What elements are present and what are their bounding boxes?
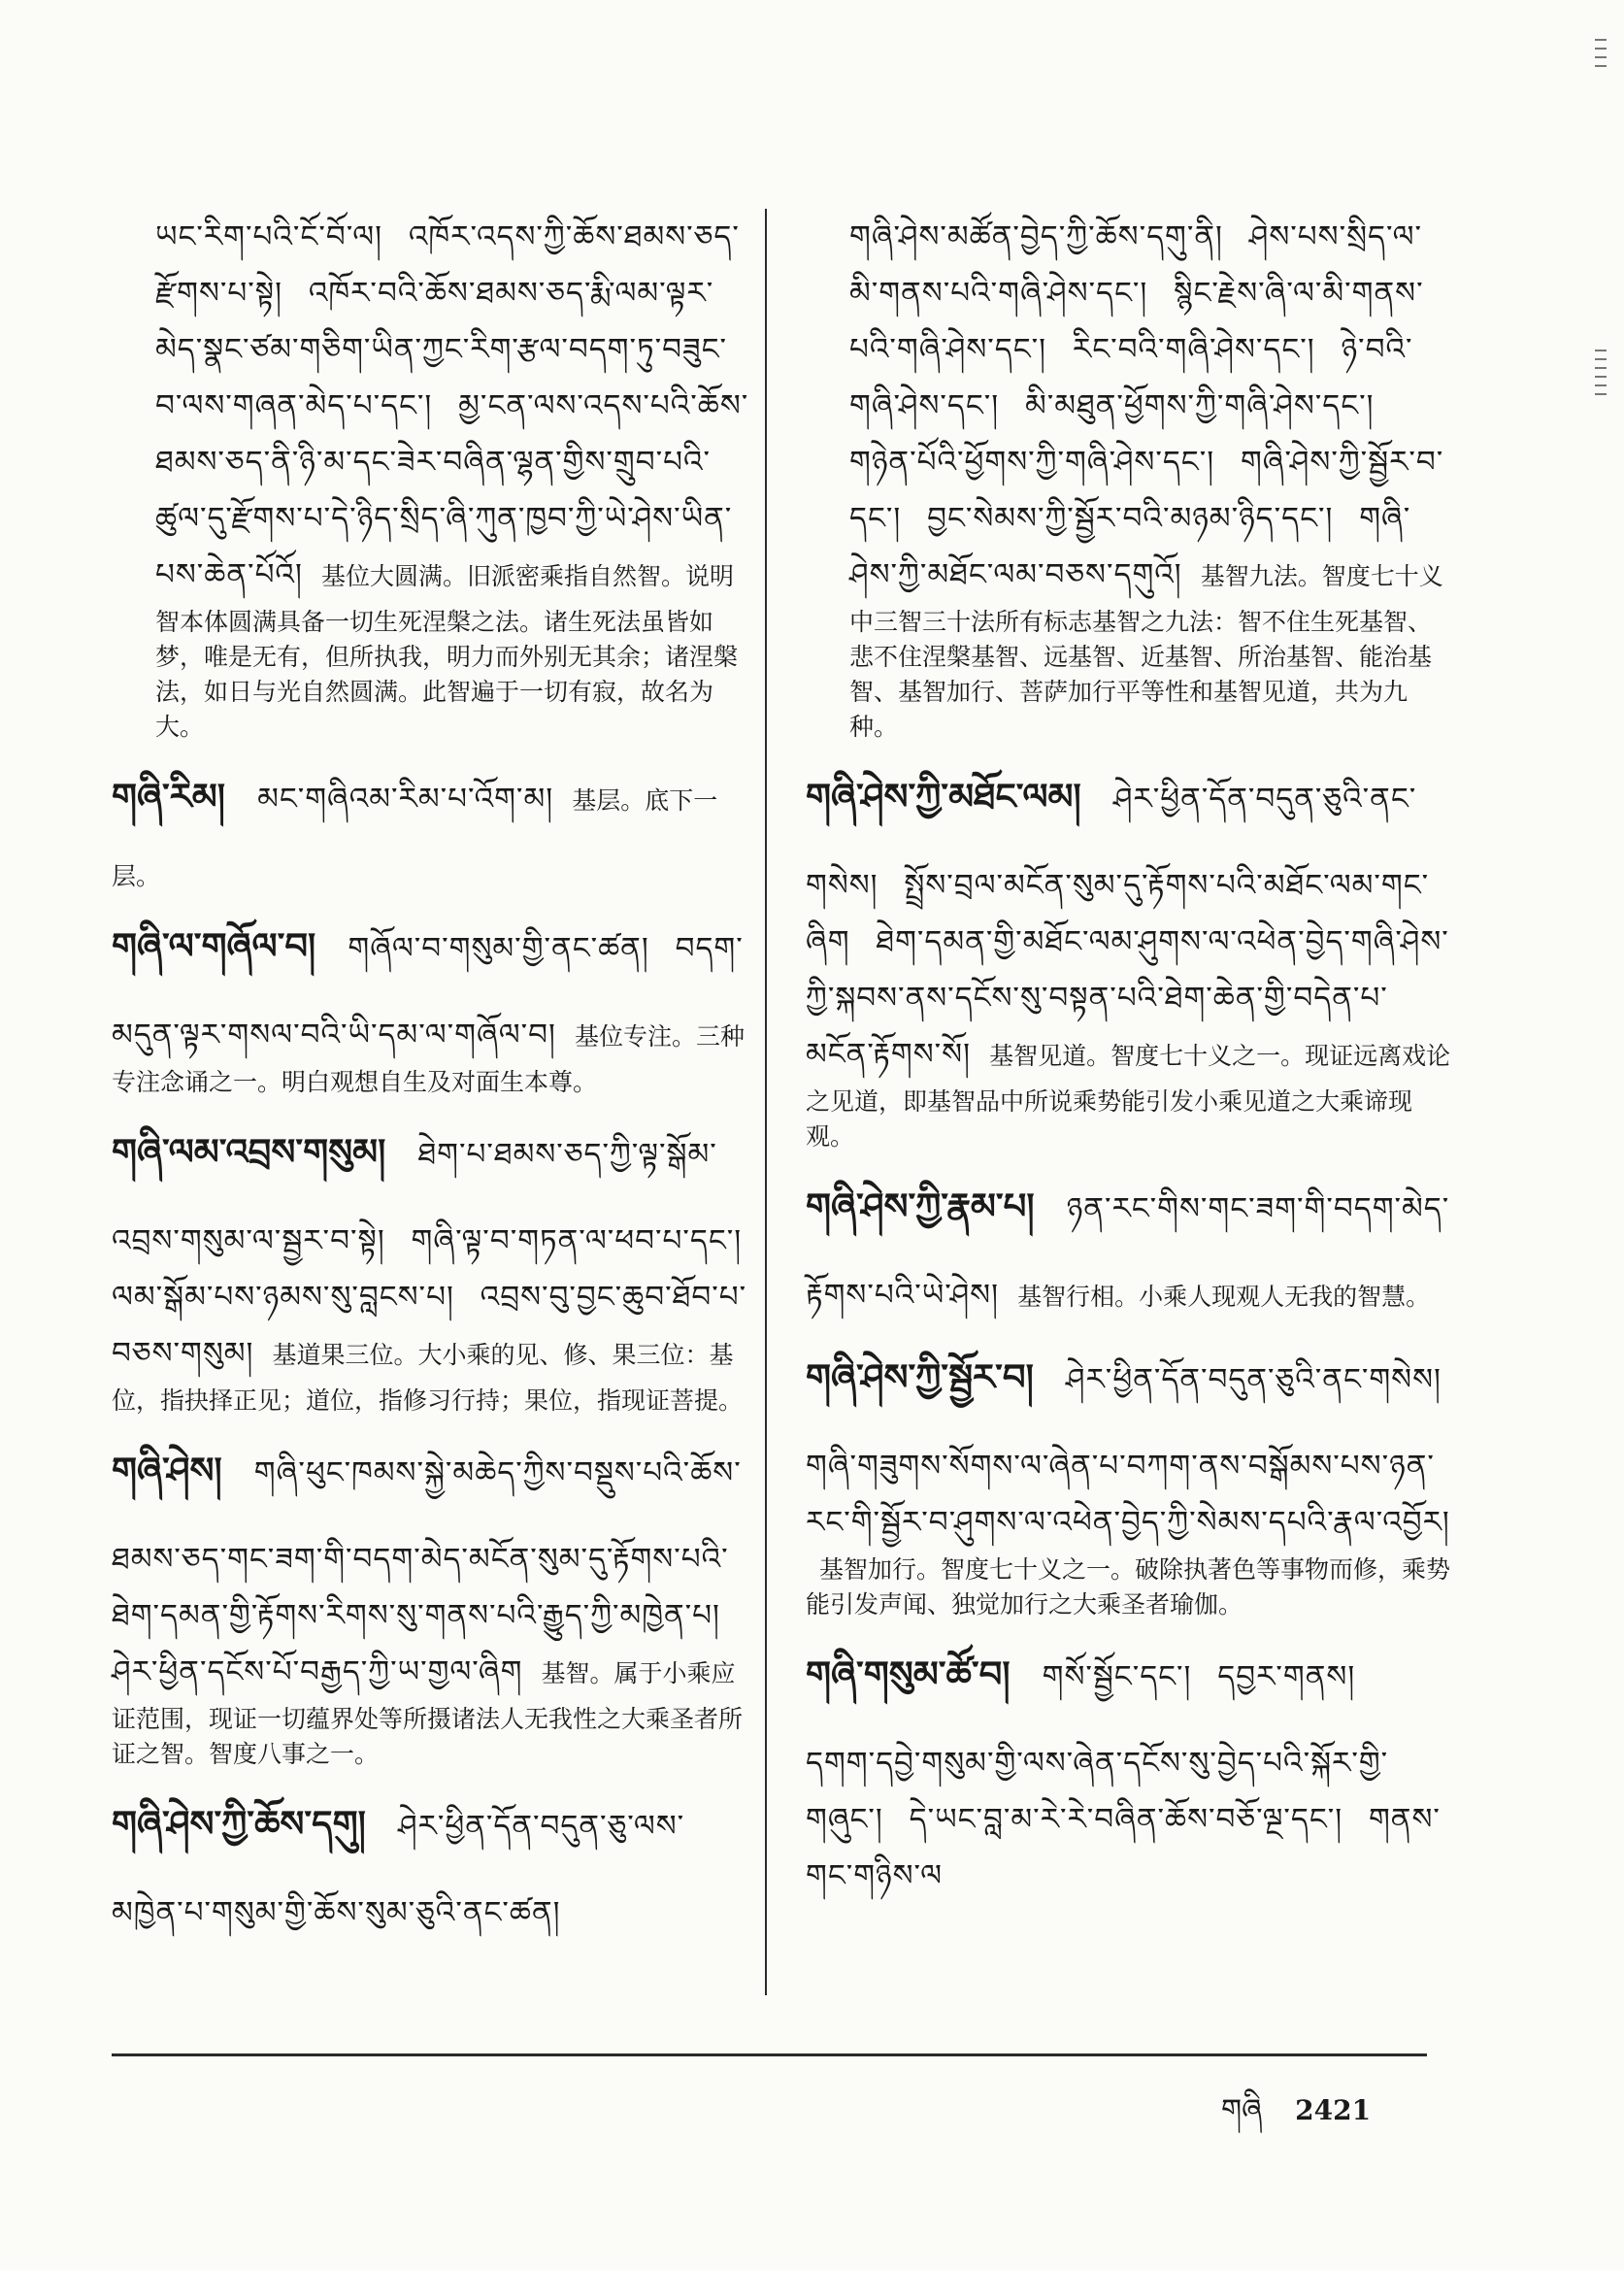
dictionary-entry <box>112 1430 752 1770</box>
entry-tibetan-text: གཞི་ཤེས་མཚོན་བྱེད་ཀྱི་ཆོས་དགུ་ནི། ཤེས་པས་སྲིད་ལ་མི་གནས་པའི་གཞི་ཤེས་དང་། སྙིང་རྗེས་ཞི་ལ་མི་གནས་པའི་གཞི་ཤེས་དང་། རིང་བའི་གཞི་ཤེས་དང་། ཉེ་བའི་གཞི་ཤེས་དང་། མི་མཐུན་ཕྱོགས་ཀྱི་གཞི་ཤེས་དང་། གཉེན་པོའི་ཕྱོགས་ཀྱི་གཞི་ཤེས་དང་། གཞི་ཤེས་ཀྱི་སྦྱོར་བ་དང་། བྱང་སེམས་ཀྱི་སྦྱོར་བའི་མཉམ་ཉིད་དང་། གཞི་ཤེས་ཀྱི་མཐོང་ལམ་བཅས་དགུའོ། <box>849 219 1444 592</box>
entry-headword: གཞི་ལ་གཞོལ་བ། <box>112 925 316 967</box>
entry-tibetan-text: ཤེར་ཕྱིན་དོན་བདུན་ཅུ་ལས་མཁྱེན་པ་གསུམ་གྱི་ཆོས་སུམ་ཅུའི་ནང་ཚན། <box>112 1809 685 1930</box>
entry-headword: གཞི་ཤེས་ཀྱི་མཐོང་ལམ། <box>806 776 1081 818</box>
entry-headword: གཞི་རིམ། <box>112 776 225 818</box>
entry-tibetan-text: གཞོལ་བ་གསུམ་གྱི་ནང་ཚན། བདག་མདུན་ལྟར་གསལ་བའི་ཡི་དམ་ལ་གཞོལ་བ། <box>112 931 744 1052</box>
entry-tibetan-text: མང་གཞིའམ་རིམ་པ་འོག་མ། <box>257 782 554 817</box>
entry-tibetan-text: ཐེག་པ་ཐམས་ཅད་ཀྱི་ལྟ་སྒོམ་འབྲས་གསུམ་ལ་སྦྱར་བ་སྟེ། གཞི་ལྟ་བ་གཏན་ལ་ཕབ་པ་དང་། ལམ་སྒོམ་པས་ཉམས་སུ་བླངས་པ། འབྲས་བུ་བྱང་ཆུབ་ཐོབ་པ་བཅས་གསུམ། <box>112 1137 747 1371</box>
entry-chinese-definition: 基智见道。智度七十义之一。现证远离戏论之见道，即基智品中所说乘势能引发小乘见道之大乘谛现观。 <box>806 1042 1451 1151</box>
dictionary-entry <box>806 1166 1451 1323</box>
column-divider <box>765 209 767 1995</box>
entry-tibetan-text: གཞི་ཕུང་ཁམས་སྐྱེ་མཆེད་ཀྱིས་བསྡུས་པའི་ཆོས་ཐམས་ཅད་གང་ཟག་གི་བདག་མེད་མངོན་སུམ་དུ་རྟོགས་པའི་ཐེག་དམན་གྱི་རྟོགས་རིགས་སུ་གནས་པའི་རྒྱུད་ཀྱི་མཁྱེན་པ། ཤེར་ཕྱིན་དངོས་པོ་བརྒྱད་ཀྱི་ཡ་གྱལ་ཞིག <box>112 1455 742 1689</box>
entry-headword: གཞི་ཤེས་ཀྱི་རྣམ་པ། <box>806 1185 1035 1227</box>
entry-tibetan-text: ཡང་རིག་པའི་ངོ་བོ་ལ། འཁོར་འདས་ཀྱི་ཆོས་ཐམས་ཅད་རྫོགས་པ་སྟེ། འཁོར་བའི་ཆོས་ཐམས་ཅད་རྨི་ལམ་ལྟར་མེད་སྣང་ཙམ་གཅིག་ཡིན་ཀྱང་རིག་རྩལ་བདག་ཏུ་བཟུང་བ་ལས་གཞན་མེད་པ་དང་། མྱ་ངན་ལས་འདས་པའི་ཆོས་ཐམས་ཅད་ནི་ཉི་མ་དང་ཟེར་བཞིན་ལྷན་གྱིས་གྲུབ་པའི་ཚུལ་དུ་རྫོགས་པ་དེ་ཉིད་སྲིད་ཞི་ཀུན་ཁྱབ་ཀྱི་ཡེ་ཤེས་ཡིན་པས་ཆེན་པོའོ། <box>155 219 749 592</box>
right-column <box>806 209 1451 1918</box>
scan-edge-marks <box>1595 350 1610 402</box>
page-number: 2421 <box>1295 2094 1372 2126</box>
entry-headword: གཞི་གསུམ་ཚོ་བ། <box>806 1653 1011 1695</box>
entry-chinese-definition: 基智九法。智度七十义中三智三十法所有标志基智之九法：智不住生死基智、悲不住涅槃基智、远基智、近基智、所治基智、能治基智、基智加行、菩萨加行平等性和基智见道，共为九种。 <box>849 562 1443 741</box>
entry-tibetan-text: གསོ་སྦྱོང་དང་། དབྱར་གནས། དགག་དབྱེ་གསུམ་གྱི་ལས་ཞེན་དངོས་སུ་བྱེད་པའི་སྐོར་གྱི་གཞུང་། དེ་ཡང་བླ་མ་རེ་རེ་བཞིན་ཆོས་བཅོ་ལྔ་དང་། གནས་གང་གཉིས་ལ <box>806 1659 1441 1893</box>
entry-chinese-definition: 基层。底下一层。 <box>112 786 718 890</box>
entry-chinese-definition: 基智加行。智度七十义之一。破除执著色等事物而修，乘势能引发声闻、独觉加行之大乘圣者瑜伽。 <box>806 1555 1451 1619</box>
dictionary-entry <box>112 209 752 743</box>
entry-tibetan-text: ཤེར་ཕྱིན་དོན་བདུན་ཅུའི་ནང་གསེས། སྤྲོས་བྲལ་མངོན་སུམ་དུ་རྟོགས་པའི་མཐོང་ལམ་གང་ཞིག ཐེག་དམན་གྱི་མཐོང་ལམ་ཤུགས་ལ་འཕེན་བྱེད་གཞི་ཤེས་ཀྱི་སྐབས་ནས་དངོས་སུ་བསྟན་པའི་ཐེག་ཆེན་གྱི་བདེན་པ་མངོན་རྟོགས་སོ། <box>806 782 1449 1072</box>
entry-headword: གཞི་ལམ་འབྲས་གསུམ། <box>112 1131 386 1173</box>
entry-headword: གཞི་ཤེས་ཀྱི་ཆོས་དགུ། <box>112 1803 366 1845</box>
dictionary-entry <box>112 1784 752 1941</box>
footer-rule <box>112 2053 1427 2056</box>
entry-chinese-definition: 基位专注。三种专注念诵之一。明白观想自生及对面生本尊。 <box>112 1022 745 1096</box>
page-footer <box>1221 2078 1371 2159</box>
scan-edge-marks <box>1595 39 1610 74</box>
dictionary-entry <box>112 906 752 1098</box>
dictionary-entry <box>806 1634 1451 1904</box>
entry-chinese-definition: 基道果三位。大小乘的见、修、果三位：基位，指抉择正见；道位，指修习行持；果位，指现证菩提。 <box>112 1341 744 1415</box>
dictionary-entry <box>806 209 1451 743</box>
dictionary-entry <box>112 756 752 892</box>
entry-headword: གཞི་ཤེས། <box>112 1450 222 1491</box>
running-head: གཞི <box>1221 2093 1263 2127</box>
entry-tibetan-text: ཉན་རང་གིས་གང་ཟག་གི་བདག་མེད་རྟོགས་པའི་ཡེ་ཤེས། <box>806 1191 1450 1313</box>
dictionary-entry <box>806 1337 1451 1620</box>
entry-chinese-definition: 基智行相。小乘人现观人无我的智慧。 <box>1017 1283 1431 1311</box>
left-column <box>112 209 752 1954</box>
dictionary-entry <box>112 1112 752 1417</box>
dictionary-entry <box>806 756 1451 1152</box>
entry-tibetan-text: ཤེར་ཕྱིན་དོན་བདུན་ཅུའི་ནང་གསེས། གཞི་གཟུགས་སོགས་ལ་ཞེན་པ་བཀག་ནས་བསྒོམས་པས་ཉན་རང་གི་སྦྱོར་བ་ཤུགས་ལ་འཕེན་བྱེད་ཀྱི་སེམས་དཔའི་རྣལ་འབྱོར། <box>806 1362 1450 1540</box>
entry-headword: གཞི་ཤེས་ཀྱི་སྦྱོར་བ། <box>806 1356 1034 1398</box>
entry-chinese-definition: 基位大圆满。旧派密乘指自然智。说明智本体圆满具备一切生死涅槃之法。诸生死法虽皆如梦，唯是无有，但所执我，明力而外别无其余；诸涅槃法，如日与光自然圆满。此智遍于一切有寂，故名为大。 <box>155 562 739 741</box>
entry-chinese-definition: 基智。属于小乘应证范围，现证一切蕴界处等所摄诸法人无我性之大乘圣者所证之智。智度八事之一。 <box>112 1659 744 1768</box>
